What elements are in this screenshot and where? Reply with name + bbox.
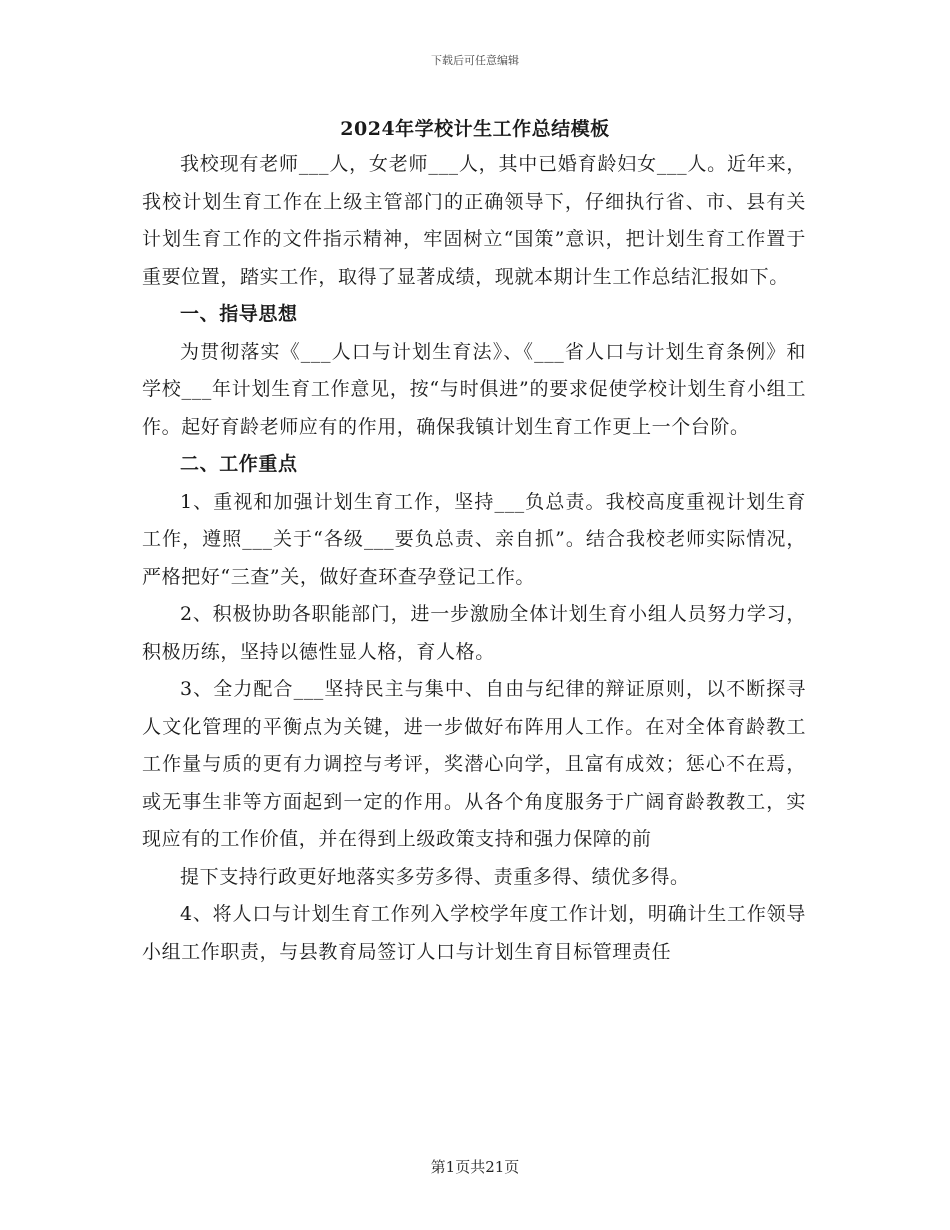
paragraph-intro: 我校现有老师___人，女老师___人，其中已婚育龄妇女___人。近年来，我校计划生育工作在上级主管部门的正确领导下，仔细执行省、市、县有关计划生育工作的文件指示精神，牢固树立“国策”意识，把计划生育工作置于重要位置，踏实工作，取得了显著成绩，现就本期计生工作总结汇报如下。 (142, 153, 806, 288)
section-heading-guiding-ideology: 一、指导思想 (180, 303, 298, 325)
paragraph-item-4: 4、将人口与计划生育工作列入学校学年度工作计划，明确计生工作领导小组工作职责，与县教育局签订人口与计划生育目标管理责任 (142, 903, 806, 963)
paragraph-item-3-continued: 提下支持行政更好地落实多劳多得、责重多得、绩优多得。 (180, 865, 690, 888)
page-header-note: 下载后可任意编辑 (431, 54, 519, 67)
page-number-indicator: 第1页共21页 (430, 1158, 520, 1176)
document-title: 2024年学校计生工作总结模板 (340, 118, 610, 140)
paragraph-item-2: 2、积极协助各职能部门，进一步激励全体计划生育小组人员努力学习，积极历练，坚持以德性显人格，育人格。 (142, 603, 806, 663)
paragraph-guiding-ideology: 为贯彻落实《___人口与计划生育法》、《___省人口与计划生育条例》和学校___年计划生育工作意见，按“与时俱进”的要求促使学校计划生育小组工作。起好育龄老师应有的作用，确保我镇计划生育工作更上一个台阶。 (142, 340, 806, 438)
document-body (142, 146, 806, 971)
paragraph-item-1: 1、重视和加强计划生育工作，坚持___负总责。我校高度重视计划生育工作，遵照___关于“各级___要负总责、亲自抓”。结合我校老师实际情况，严格把好“三查”关，做好查环查孕登记工作。 (142, 490, 806, 588)
paragraph-item-3: 3、全力配合___坚持民主与集中、自由与纪律的辩证原则，以不断探寻人文化管理的平衡点为关键，进一步做好布阵用人工作。在对全体育龄教工工作量与质的更有力调控与考评，奖潜心向学，且富有成效；惩心不在焉，或无事生非等方面起到一定的作用。从各个角度服务于广阔育龄教教工，实现应有的工作价值，并在得到上级政策支持和强力保障的前 (142, 678, 806, 850)
section-heading-work-focus: 二、工作重点 (180, 453, 298, 475)
